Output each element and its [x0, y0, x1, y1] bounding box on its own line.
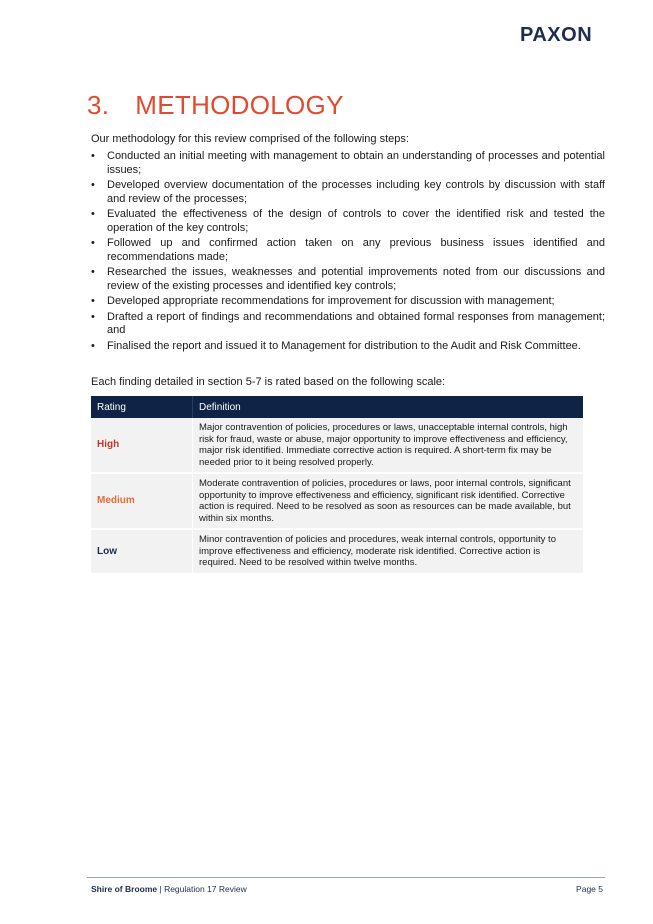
methodology-intro: Our methodology for this review comprised of the following steps:: [91, 133, 409, 145]
footer-divider: [87, 877, 605, 878]
bullet-icon: •: [91, 179, 95, 191]
rating-medium: Medium: [91, 473, 193, 529]
definition-medium: Moderate contravention of policies, procedures or laws, poor internal controls, significant opportunity to improve effectiveness and efficiency, significant risk identified. Corrective action is required. Need to be resolved as soon as resources can be made available, but within six months.: [193, 473, 584, 529]
methodology-steps: [91, 150, 605, 355]
footer-org: Shire of Broome: [91, 884, 158, 894]
section-title: METHODOLOGY: [135, 90, 344, 120]
definition-high: Major contravention of policies, procedures or laws, unacceptable internal controls, high risk for fraud, waste or abuse, major opportunity to improve effectiveness and efficiency, major risk identified. Immediate corrective action is required. A short-term fix may be needed prior to it being resolved properly.: [193, 418, 584, 473]
paxon-logo: PAXON: [520, 24, 593, 46]
list-item: • Developed overview documentation of the processes including key controls by discussion with staff and review of the processes;: [91, 179, 605, 205]
list-item: • Finalised the report and issued it to Management for distribution to the Audit and Risk Committee.: [91, 339, 581, 352]
table-row: [91, 473, 583, 529]
page-title: [87, 90, 344, 121]
page-number: Page 5: [576, 884, 603, 894]
footer-separator: |: [157, 884, 165, 894]
definition-column-header: Definition: [193, 396, 584, 418]
rating-column-header: Rating: [91, 396, 193, 418]
bullet-icon: •: [91, 208, 95, 220]
bullet-icon: •: [91, 266, 95, 278]
table-header-row: [91, 396, 583, 418]
list-item: • Conducted an initial meeting with management to obtain an understanding of processes and potential issues;: [91, 150, 605, 176]
bullet-icon: •: [91, 310, 95, 323]
footer-document-info: [91, 884, 247, 894]
list-item: • Developed appropriate recommendations for improvement for discussion with management;: [91, 295, 555, 307]
rating-scale-table: [91, 396, 583, 575]
table-row: [91, 418, 583, 473]
bullet-icon: •: [91, 237, 95, 249]
bullet-icon: •: [91, 150, 95, 162]
list-item: • Researched the issues, weaknesses and potential improvements noted from our discussions and review of the existing processes and identified key controls;: [91, 266, 605, 292]
bullet-icon: •: [91, 339, 95, 352]
list-item: • Followed up and confirmed action taken on any previous business issues identified and recommendations made;: [91, 237, 605, 263]
list-item: • Drafted a report of findings and recommendations and obtained formal responses from management; and: [91, 310, 605, 336]
rating-low: Low: [91, 529, 193, 574]
footer-doc-title: Regulation 17 Review: [164, 884, 247, 894]
section-number: 3.: [87, 90, 110, 120]
definition-low: Minor contravention of policies and procedures, weak internal controls, opportunity to improve effectiveness and efficiency, moderate risk identified. Corrective action is required. Need to be resolved within twelve months.: [193, 529, 584, 574]
bullet-icon: •: [91, 295, 95, 307]
list-item: • Evaluated the effectiveness of the design of controls to cover the identified risk and tested the operation of the key controls;: [91, 208, 605, 234]
rating-scale-intro: Each finding detailed in section 5-7 is rated based on the following scale:: [91, 376, 446, 388]
table-row: [91, 529, 583, 574]
rating-high: High: [91, 418, 193, 473]
